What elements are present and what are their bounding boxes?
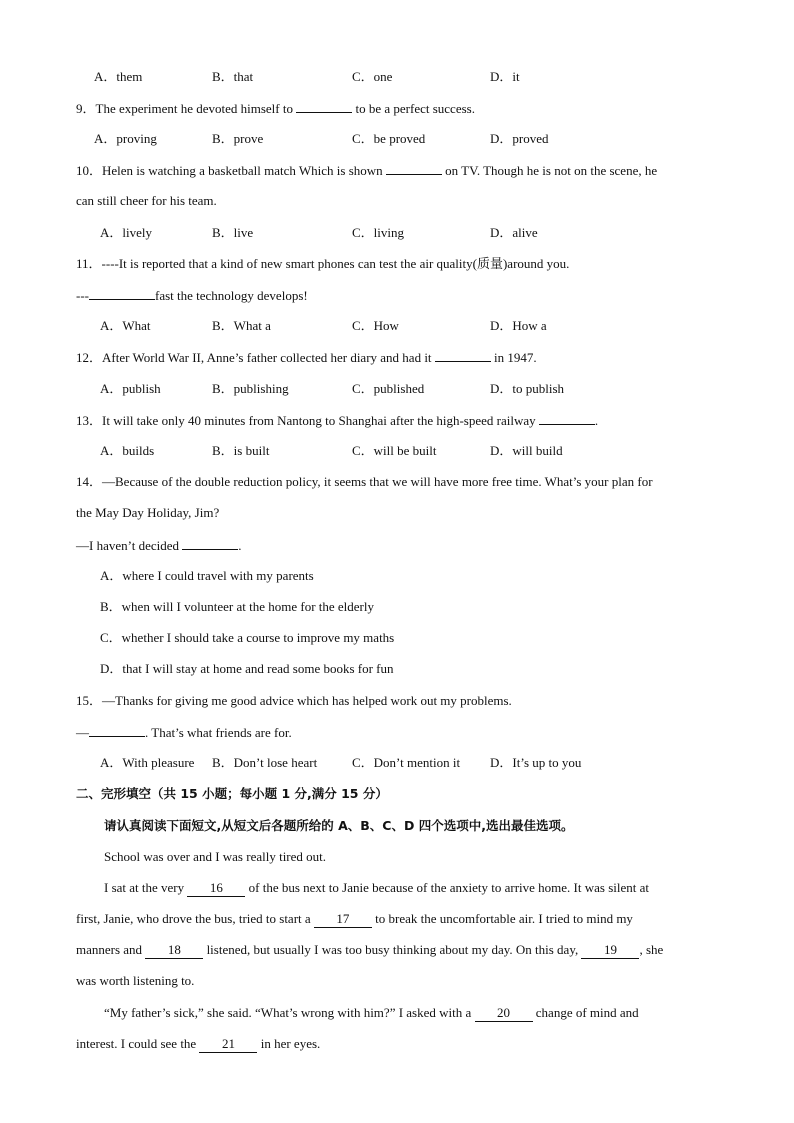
q11-option-c[interactable]: C．How	[352, 318, 399, 333]
q9-option-c[interactable]: C．be proved	[352, 131, 426, 146]
q14-stem	[76, 474, 653, 490]
q13-text-end: .	[594, 413, 599, 428]
section2-instruction: 请认真阅读下面短文,从短文后各题所给的 A、B、C、D 四个选项中,选出最佳选项。	[104, 818, 574, 833]
passage-text: change of mind and	[535, 1005, 639, 1020]
q13-option-b[interactable]: B．is built	[212, 443, 270, 458]
q13-option-c[interactable]: C．will be built	[352, 443, 437, 458]
q11-option-b[interactable]: B．What a	[212, 318, 271, 333]
q9-option-b[interactable]: B．prove	[212, 131, 264, 146]
q11-response	[76, 287, 308, 304]
q10-option-d[interactable]: D．alive	[490, 225, 538, 240]
passage-line-7	[76, 1036, 320, 1053]
q14-option-b[interactable]: B．when will I volunteer at the home for the elderly	[100, 599, 375, 614]
q8-option-c[interactable]: C．one	[352, 69, 393, 84]
q15-response-text: . That’s what friends are for.	[145, 725, 292, 740]
passage-text: of the bus next to Janie because of the anxiety to arrive home. It was silent at	[248, 880, 649, 895]
q10-option-a[interactable]: A．lively	[100, 225, 152, 240]
q10-option-b[interactable]: B．live	[212, 225, 254, 240]
q10-stem-line2: can still cheer for his team.	[76, 193, 217, 208]
q15-option-b[interactable]: B．Don’t lose heart	[212, 755, 318, 770]
q13-number: 13．	[76, 413, 103, 428]
q13-stem	[76, 412, 598, 429]
q11-option-d[interactable]: D．How a	[490, 318, 547, 333]
passage-line-2	[104, 880, 716, 897]
q14-number: 14．	[76, 474, 103, 489]
q11-blank	[89, 287, 155, 300]
passage-line-5: was worth listening to.	[76, 973, 195, 988]
q11-response-text: fast the technology develops!	[155, 288, 308, 303]
q14-text: —Because of the double reduction policy, it seems that we will have more free time. What’s your plan for	[102, 474, 653, 489]
q12-option-a[interactable]: A．publish	[100, 381, 161, 396]
q13-option-d[interactable]: D．will build	[490, 443, 563, 458]
q9-text: The experiment he devoted himself to	[95, 101, 293, 116]
q15-text: —Thanks for giving me good advice which has helped work out my problems.	[102, 693, 512, 708]
passage-line-4	[76, 942, 716, 959]
q15-stem	[76, 693, 512, 709]
q9-stem	[76, 100, 475, 117]
q12-blank	[435, 349, 491, 362]
cloze-blank-16[interactable]: 16	[187, 880, 245, 897]
q11-stem	[76, 256, 569, 272]
q14-option-a[interactable]: A．where I could travel with my parents	[100, 568, 314, 583]
q15-number: 15．	[76, 693, 103, 708]
q10-blank	[386, 162, 442, 175]
q11-text: ----It is reported that a kind of new smart phones can test the air quality(质量)around you.	[101, 256, 570, 271]
q12-option-c[interactable]: C．published	[352, 381, 425, 396]
passage-text: I sat at the very	[104, 880, 185, 895]
q15-response	[76, 724, 292, 741]
q8-option-b[interactable]: B．that	[212, 69, 254, 84]
q9-blank	[296, 100, 352, 113]
section2-heading: 二、完形填空（共 15 小题；每小题 1 分,满分 15 分）	[76, 786, 388, 801]
q11-number: 11．	[76, 256, 102, 271]
q13-blank	[539, 412, 595, 425]
q10-text: Helen is watching a basketball match Which is shown	[102, 163, 383, 178]
passage-text: listened, but usually I was too busy thinking about my day. On this day,	[206, 942, 579, 957]
q11-option-a[interactable]: A．What	[100, 318, 151, 333]
q14-option-d[interactable]: D．that I will stay at home and read some books for fun	[100, 661, 394, 676]
q10-text-end: on TV. Though he is not on the scene, he	[445, 163, 658, 178]
cloze-blank-18[interactable]: 18	[145, 942, 203, 959]
cloze-blank-21[interactable]: 21	[199, 1036, 257, 1053]
passage-text: , she	[639, 942, 664, 957]
q8-option-d[interactable]: D．it	[490, 69, 520, 84]
passage-text: in her eyes.	[260, 1036, 321, 1051]
q14-blank	[182, 537, 238, 550]
q15-option-a[interactable]: A．With pleasure	[100, 755, 195, 770]
passage-text: “My father’s sick,” she said. “What’s wrong with him?” I asked with a	[104, 1005, 472, 1020]
q14-option-c[interactable]: C．whether I should take a course to improve my maths	[100, 630, 395, 645]
passage-text: to break the uncomfortable air. I tried to mind my	[375, 911, 633, 926]
cloze-blank-20[interactable]: 20	[475, 1005, 533, 1022]
q12-text-end: in 1947.	[494, 350, 537, 365]
passage-line-3	[76, 911, 716, 928]
q14-response-end: .	[238, 538, 242, 553]
q14-response-text: —I haven’t decided	[76, 538, 179, 553]
cloze-blank-19[interactable]: 19	[581, 942, 639, 959]
passage-paragraph-1: School was over and I was really tired out.	[104, 849, 327, 864]
q9-option-d[interactable]: D．proved	[490, 131, 549, 146]
q10-stem	[76, 162, 657, 179]
q12-text: After World War II, Anne’s father collected her diary and had it	[102, 350, 432, 365]
q9-number: 9．	[76, 101, 96, 116]
q13-text: It will take only 40 minutes from Nantong to Shanghai after the high-speed railway	[102, 413, 536, 428]
q8-option-a[interactable]: A．them	[94, 69, 143, 84]
q10-option-c[interactable]: C．living	[352, 225, 405, 240]
passage-text: first, Janie, who drove the bus, tried to start a	[76, 911, 311, 926]
q15-option-c[interactable]: C．Don’t mention it	[352, 755, 461, 770]
q13-option-a[interactable]: A．builds	[100, 443, 155, 458]
passage-line-6	[104, 1005, 716, 1022]
q12-stem	[76, 349, 537, 366]
cloze-blank-17[interactable]: 17	[314, 911, 372, 928]
passage-text: interest. I could see the	[76, 1036, 197, 1051]
q15-blank	[89, 724, 145, 737]
q12-option-d[interactable]: D．to publish	[490, 381, 565, 396]
q12-option-b[interactable]: B．publishing	[212, 381, 289, 396]
q9-option-a[interactable]: A．proving	[94, 131, 157, 146]
q12-number: 12．	[76, 350, 103, 365]
q11-response-prefix: ---	[76, 288, 89, 303]
q10-number: 10．	[76, 163, 103, 178]
passage-text: manners and	[76, 942, 143, 957]
q14-response	[76, 537, 242, 554]
q15-option-d[interactable]: D．It’s up to you	[490, 755, 582, 770]
q9-text-end: to be a perfect success.	[355, 101, 475, 116]
q14-stem-line2: the May Day Holiday, Jim?	[76, 505, 220, 520]
q15-response-dash: —	[76, 725, 89, 740]
